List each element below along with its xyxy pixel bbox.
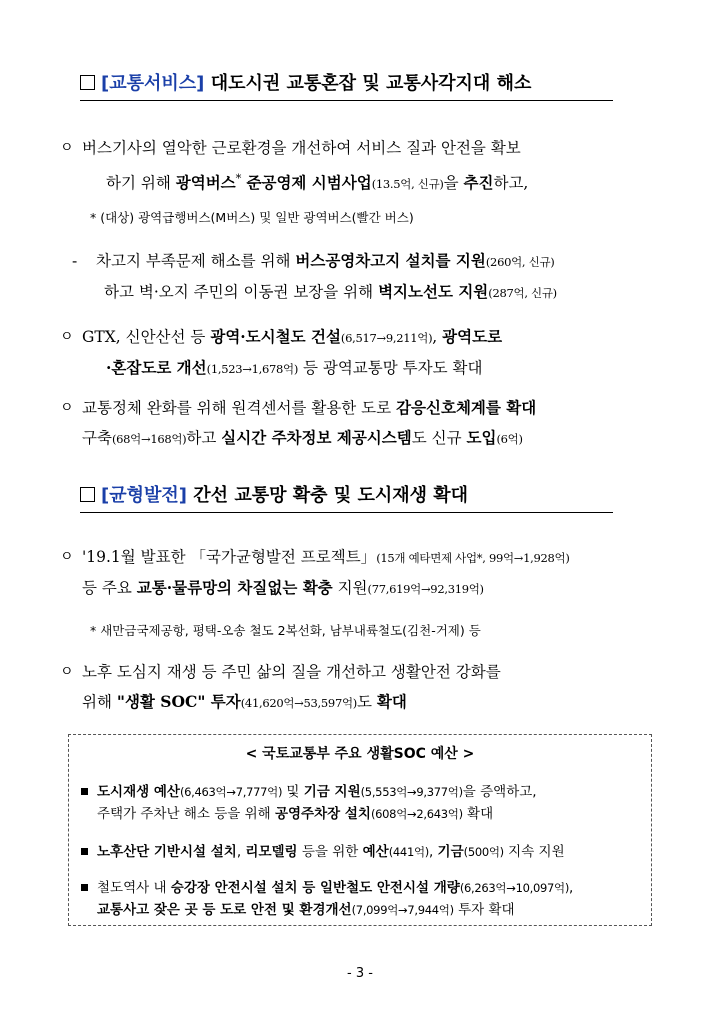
text: 을 증액하고, xyxy=(462,784,537,800)
bold-text: 확대 xyxy=(376,692,407,711)
bullet-circle-icon: ㅇ xyxy=(60,140,74,156)
bold-text: 광역·도시철도 건설 xyxy=(210,327,341,346)
text: 확대 xyxy=(462,806,494,822)
box-title: < 국토교통부 주요 생활SOC 예산 > xyxy=(245,746,475,762)
amount-text: (6,263억→10,097억) xyxy=(459,881,570,895)
section-tag: [균형발전] xyxy=(101,485,188,506)
text: , xyxy=(569,880,574,896)
bold-text: ·혼잡도로 개선 xyxy=(106,358,207,377)
bullet-circle-icon: ㅇ xyxy=(60,329,74,345)
amount-text: (500억) xyxy=(463,845,504,859)
text: 철도역사 내 xyxy=(97,880,171,896)
bold-text: "생활 SOC" 투자 xyxy=(116,692,241,711)
text: 및 xyxy=(282,784,304,800)
text: 교통정체 완화를 위해 원격센서를 활용한 도로 xyxy=(82,399,397,417)
text: 을 xyxy=(443,174,464,193)
bold-text: 교통·물류망의 차질없는 확충 xyxy=(136,578,333,597)
amount-text: (13.5억, 신규) xyxy=(371,177,444,192)
text: 하고, xyxy=(493,174,529,193)
text-line xyxy=(97,781,645,803)
text: '19.1월 발표한 「국가균형발전 프로젝트」 xyxy=(82,548,377,566)
text: 도 신규 xyxy=(411,429,467,447)
amount-text: (6,517→9,211억) xyxy=(340,331,433,345)
footnote: * 새만금국제공항, 평택-오송 철도 2복선화, 남부내륙철도(김천-거제) 등 xyxy=(90,623,481,638)
text: 투자 확대 xyxy=(453,902,515,918)
amount-text: (77,619억→92,319억) xyxy=(367,582,484,596)
bold-text: 실시간 주차정보 제공시스템 xyxy=(221,428,412,447)
checkbox-icon xyxy=(80,75,95,90)
dash-item-bus-garage xyxy=(72,246,652,308)
text-line xyxy=(82,393,652,423)
text-line xyxy=(82,322,652,353)
text: 등을 위한 xyxy=(297,844,363,860)
amount-text: (41,620억→53,597억) xyxy=(240,696,357,710)
amount-text: (608억→2,643억) xyxy=(370,807,463,821)
text-line xyxy=(97,899,645,921)
dash-mark: - xyxy=(72,252,78,270)
footnote: * (대상) 광역급행버스(M버스) 및 일반 광역버스(빨간 버스) xyxy=(90,210,414,225)
square-bullet-icon xyxy=(81,848,88,855)
section-heading xyxy=(80,482,613,513)
bold-text: 감응신호체계를 확대 xyxy=(396,398,537,417)
bold-text: 리모델링 xyxy=(245,844,298,860)
bold-text: 버스공영차고지 설치를 지원 xyxy=(295,251,486,270)
text: 도 xyxy=(356,693,377,711)
square-bullet-icon xyxy=(81,788,88,795)
amount-text: (6,463억→7,777억) xyxy=(179,785,283,799)
text: 구축 xyxy=(82,429,112,447)
text-line xyxy=(82,246,652,277)
section-heading xyxy=(80,70,613,101)
text: 차고지 부족문제 해소를 위해 xyxy=(96,252,296,270)
text: 주택가 주차난 해소 등을 위해 xyxy=(97,806,275,822)
bold-text: 노후산단 기반시설 설치 xyxy=(97,844,237,860)
bold-text: 예산 xyxy=(362,844,389,860)
section-title: 간선 교통망 확충 및 도시재생 확대 xyxy=(193,485,469,506)
bullet-circle-icon: ㅇ xyxy=(60,664,74,680)
text: 하고 벽·오지 주민의 이동권 보장을 위해 xyxy=(104,283,379,301)
text-line xyxy=(97,877,645,899)
text-line xyxy=(82,277,652,308)
text: 지원 xyxy=(332,579,368,597)
text: , xyxy=(236,844,246,860)
text-line xyxy=(97,803,645,825)
soc-budget-box xyxy=(68,734,652,926)
text: 등 주요 xyxy=(82,579,137,597)
bold-text: 교통사고 잦은 곳 등 도로 안전 및 환경개선 xyxy=(97,902,352,918)
bold-text: 벽지노선도 지원 xyxy=(378,282,489,301)
text-line xyxy=(82,687,652,718)
text-line xyxy=(82,423,652,454)
bullet-item-bus-driver xyxy=(60,133,652,199)
text: 지속 지원 xyxy=(503,844,565,860)
section-tag: [교통서비스] xyxy=(101,73,205,94)
footnote-marker: * xyxy=(235,171,242,185)
bold-text: 기금 지원 xyxy=(303,784,361,800)
amount-text: (15개 예타면제 사업*, 99억→1,928억) xyxy=(376,551,570,565)
amount-text: (441억) xyxy=(388,845,429,859)
checkbox-icon xyxy=(80,487,95,502)
text: 등 광역교통망 투자도 확대 xyxy=(298,359,483,377)
bold-text: 도시재생 예산 xyxy=(97,784,180,800)
bullet-item-balanced-project xyxy=(60,542,652,604)
bold-text: 광역버스 xyxy=(175,173,236,193)
square-bullet-icon xyxy=(81,884,88,891)
text-line xyxy=(97,841,645,863)
text-line: 버스기사의 열악한 근로환경을 개선하여 서비스 질과 안전을 확보 xyxy=(82,139,521,157)
amount-text: (5,553억→9,377억) xyxy=(360,785,463,799)
bold-text: 도입 xyxy=(466,428,497,447)
text-line xyxy=(82,163,652,199)
text: , xyxy=(428,844,438,860)
box-item-railway-safety xyxy=(97,877,645,921)
text-line xyxy=(82,353,652,384)
box-item-industrial-complex xyxy=(97,841,645,863)
text-line xyxy=(82,542,652,573)
text: GTX, 신안산선 등 xyxy=(82,328,211,346)
text-line: 노후 도심지 재생 등 주민 삶의 질을 개선하고 생활안전 강화를 xyxy=(82,663,501,681)
amount-text: (7,099억→7,944억) xyxy=(351,903,454,917)
text-line xyxy=(82,573,652,604)
text: 하기 위해 xyxy=(106,174,176,193)
section-balanced-development xyxy=(80,482,613,513)
amount-text: (68억→168억) xyxy=(111,432,187,446)
bold-text: 추진 xyxy=(463,173,494,193)
amount-text: (260억, 신규) xyxy=(485,255,555,269)
text: , xyxy=(432,328,443,346)
page-number: - 3 - xyxy=(347,966,373,981)
bullet-item-urban-regeneration xyxy=(60,657,652,718)
bullet-circle-icon: ㅇ xyxy=(60,400,74,416)
amount-text: (6억) xyxy=(496,432,523,446)
amount-text: (287억, 신규) xyxy=(488,286,557,300)
bullet-item-gtx xyxy=(60,322,652,384)
text: 하고 xyxy=(186,429,222,447)
bold-text: 공영주차장 설치 xyxy=(274,806,371,822)
text: 위해 xyxy=(82,693,117,711)
bold-text: 기금 xyxy=(437,844,464,860)
bold-text: 승강장 안전시설 설치 등 일반철도 안전시설 개량 xyxy=(170,880,460,896)
bold-text: 광역도로 xyxy=(442,327,503,346)
amount-text: (1,523→1,678억) xyxy=(206,362,299,376)
bullet-circle-icon: ㅇ xyxy=(60,549,74,565)
box-item-urban-regeneration xyxy=(97,781,645,825)
section-transport-service xyxy=(80,70,613,101)
bullet-item-traffic-signal xyxy=(60,393,652,454)
bold-text: 준공영제 시범사업 xyxy=(241,173,372,193)
section-title: 대도시권 교통혼잡 및 교통사각지대 해소 xyxy=(210,73,532,94)
